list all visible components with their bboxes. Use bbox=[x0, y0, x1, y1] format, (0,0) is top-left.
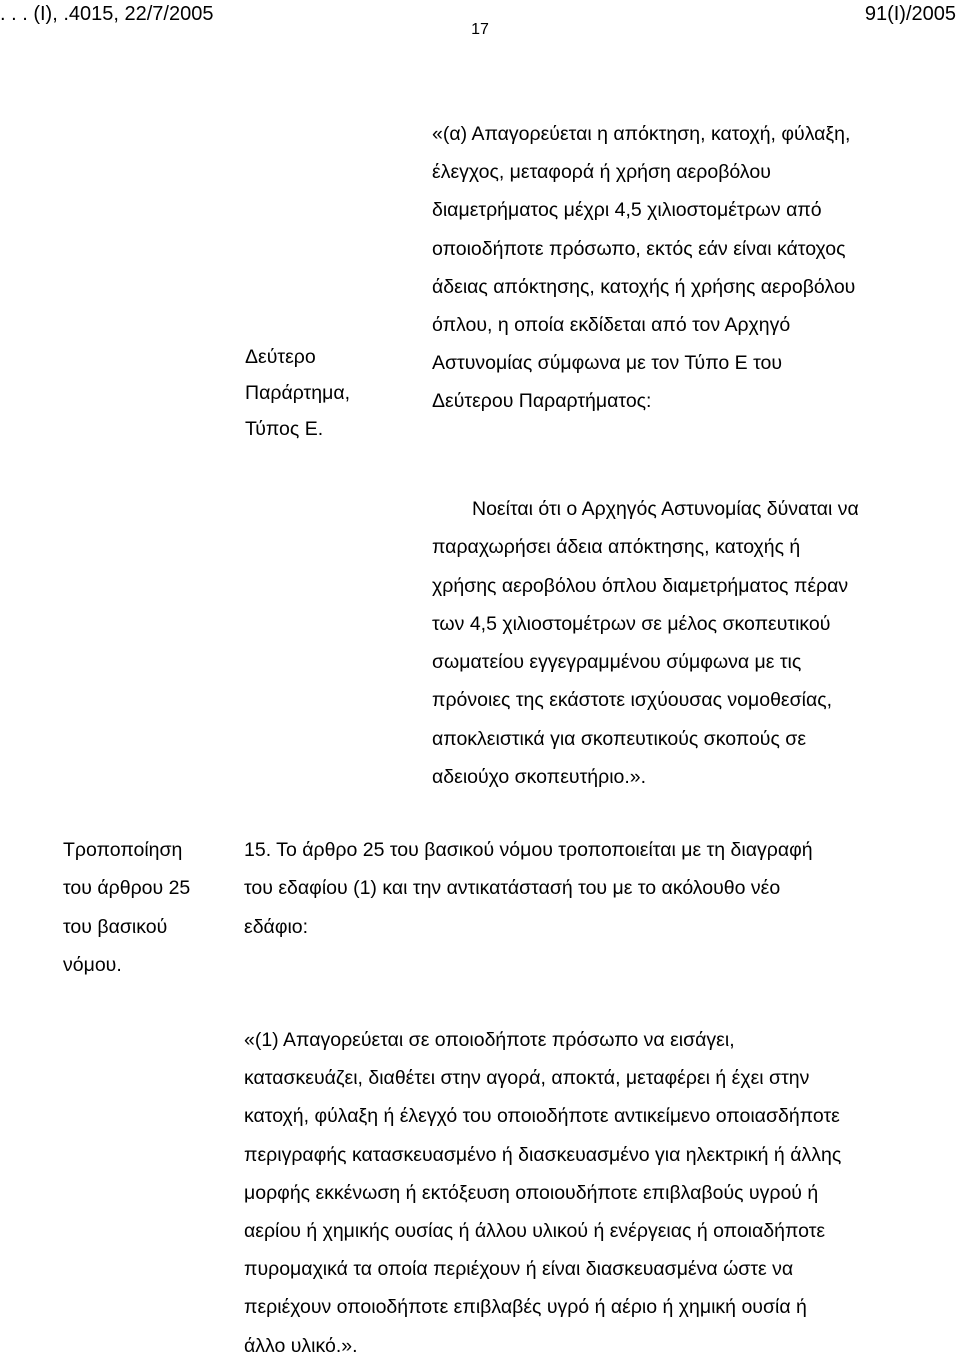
text-line: κατοχή, φύλαξη ή έλεγχό του οποιοδήποτε αντικείμενο οποιασδήποτε bbox=[244, 1105, 840, 1128]
margin-note-line: νόμου. bbox=[63, 953, 122, 976]
new-subsection-1-text bbox=[244, 1021, 841, 1365]
text-line: Δεύτερου Παραρτήματος: bbox=[432, 390, 652, 413]
text-line: εδάφιο: bbox=[244, 915, 309, 938]
text-line: αποκλειστικά για σκοπευτικούς σκοπούς σε bbox=[432, 727, 807, 750]
paragraph-a-text bbox=[432, 115, 855, 421]
text-line: έλεγχος, μεταφορά ή χρήση αεροβόλου bbox=[432, 161, 771, 184]
section-15-text bbox=[244, 831, 813, 946]
text-line: «(α) Απαγορεύεται η απόκτηση, κατοχή, φύλαξη, bbox=[432, 123, 851, 145]
text-line: πυρομαχικά τα οποία περιέχουν ή είναι διασκευασμένα ώστε να bbox=[244, 1258, 794, 1281]
text-line: 15. Το άρθρο 25 του βασικού νόμου τροποποιείται με τη διαγραφή bbox=[244, 839, 813, 861]
text-line: περιγραφής κατασκευασμένο ή διασκευασμένο για ηλεκτρική ή άλλης bbox=[244, 1143, 842, 1166]
margin-note-line: του βασικού bbox=[63, 915, 168, 938]
text-line: Νοείται ότι ο Αρχηγός Αστυνομίας δύναται να bbox=[472, 498, 859, 520]
text-line: σωματείου εγγεγραμμένου σύμφωνα με τις bbox=[432, 651, 802, 674]
proviso-text bbox=[432, 490, 859, 796]
margin-note-line: Δεύτερο bbox=[245, 346, 316, 368]
text-line: χρήσης αεροβόλου όπλου διαμετρήματος πέραν bbox=[432, 574, 849, 597]
text-line: άδειας απόκτησης, κατοχής ή χρήσης αεροβόλου bbox=[432, 275, 856, 298]
margin-note-amendment-article-25 bbox=[63, 831, 190, 984]
text-line: περιέχουν οποιοδήποτε επιβλαβές υγρό ή αέριο ή χημική ουσία ή bbox=[244, 1296, 807, 1319]
header-gazette-reference: . . . (Ι), .4015, 22/7/2005 bbox=[0, 3, 214, 25]
margin-note-second-annex bbox=[245, 339, 350, 447]
text-line: των 4,5 χιλιοστομέτρων σε μέλος σκοπευτικού bbox=[432, 612, 831, 635]
text-line: Αστυνομίας σύμφωνα με τον Τύπο Ε του bbox=[432, 352, 783, 375]
margin-note-line: Τύπος Ε. bbox=[245, 418, 324, 440]
margin-note-line: του άρθρου 25 bbox=[63, 877, 191, 900]
margin-note-line: Τροποποίηση bbox=[63, 839, 183, 861]
text-line: μορφής εκκένωση ή εκτόξευση οποιουδήποτε επιβλαβούς υγρού ή bbox=[244, 1181, 819, 1204]
text-line: αδειούχο σκοπευτήριο.». bbox=[432, 766, 647, 789]
text-line: πρόνοιες της εκάστοτε ισχύουσας νομοθεσίας, bbox=[432, 689, 833, 712]
text-line: όπλου, η οποία εκδίδεται από τον Αρχηγό bbox=[432, 314, 791, 337]
text-line: διαμετρήματος μέχρι 4,5 χιλιοστομέτρων από bbox=[432, 199, 822, 222]
page-number: 17 bbox=[471, 21, 489, 38]
text-line: παραχωρήσει άδεια απόκτησης, κατοχής ή bbox=[432, 536, 801, 559]
text-line: άλλο υλικό.». bbox=[244, 1334, 358, 1357]
text-line: «(1) Απαγορεύεται σε οποιοδήποτε πρόσωπο να εισάγει, bbox=[244, 1029, 735, 1051]
text-line: οποιοδήποτε πρόσωπο, εκτός εάν είναι κάτοχος bbox=[432, 237, 846, 260]
header-law-number: 91(Ι)/2005 bbox=[864, 3, 956, 25]
text-line: του εδαφίου (1) και την αντικατάστασή του με το ακόλουθο νέο bbox=[244, 877, 781, 900]
margin-note-line: Παράρτημα, bbox=[245, 382, 351, 404]
text-line: αερίου ή χημικής ουσίας ή άλλου υλικού ή ενέργειας ή οποιαδήποτε bbox=[244, 1220, 826, 1243]
text-line: κατασκευάζει, διαθέτει στην αγορά, αποκτά, μεταφέρει ή έχει στην bbox=[244, 1067, 810, 1090]
